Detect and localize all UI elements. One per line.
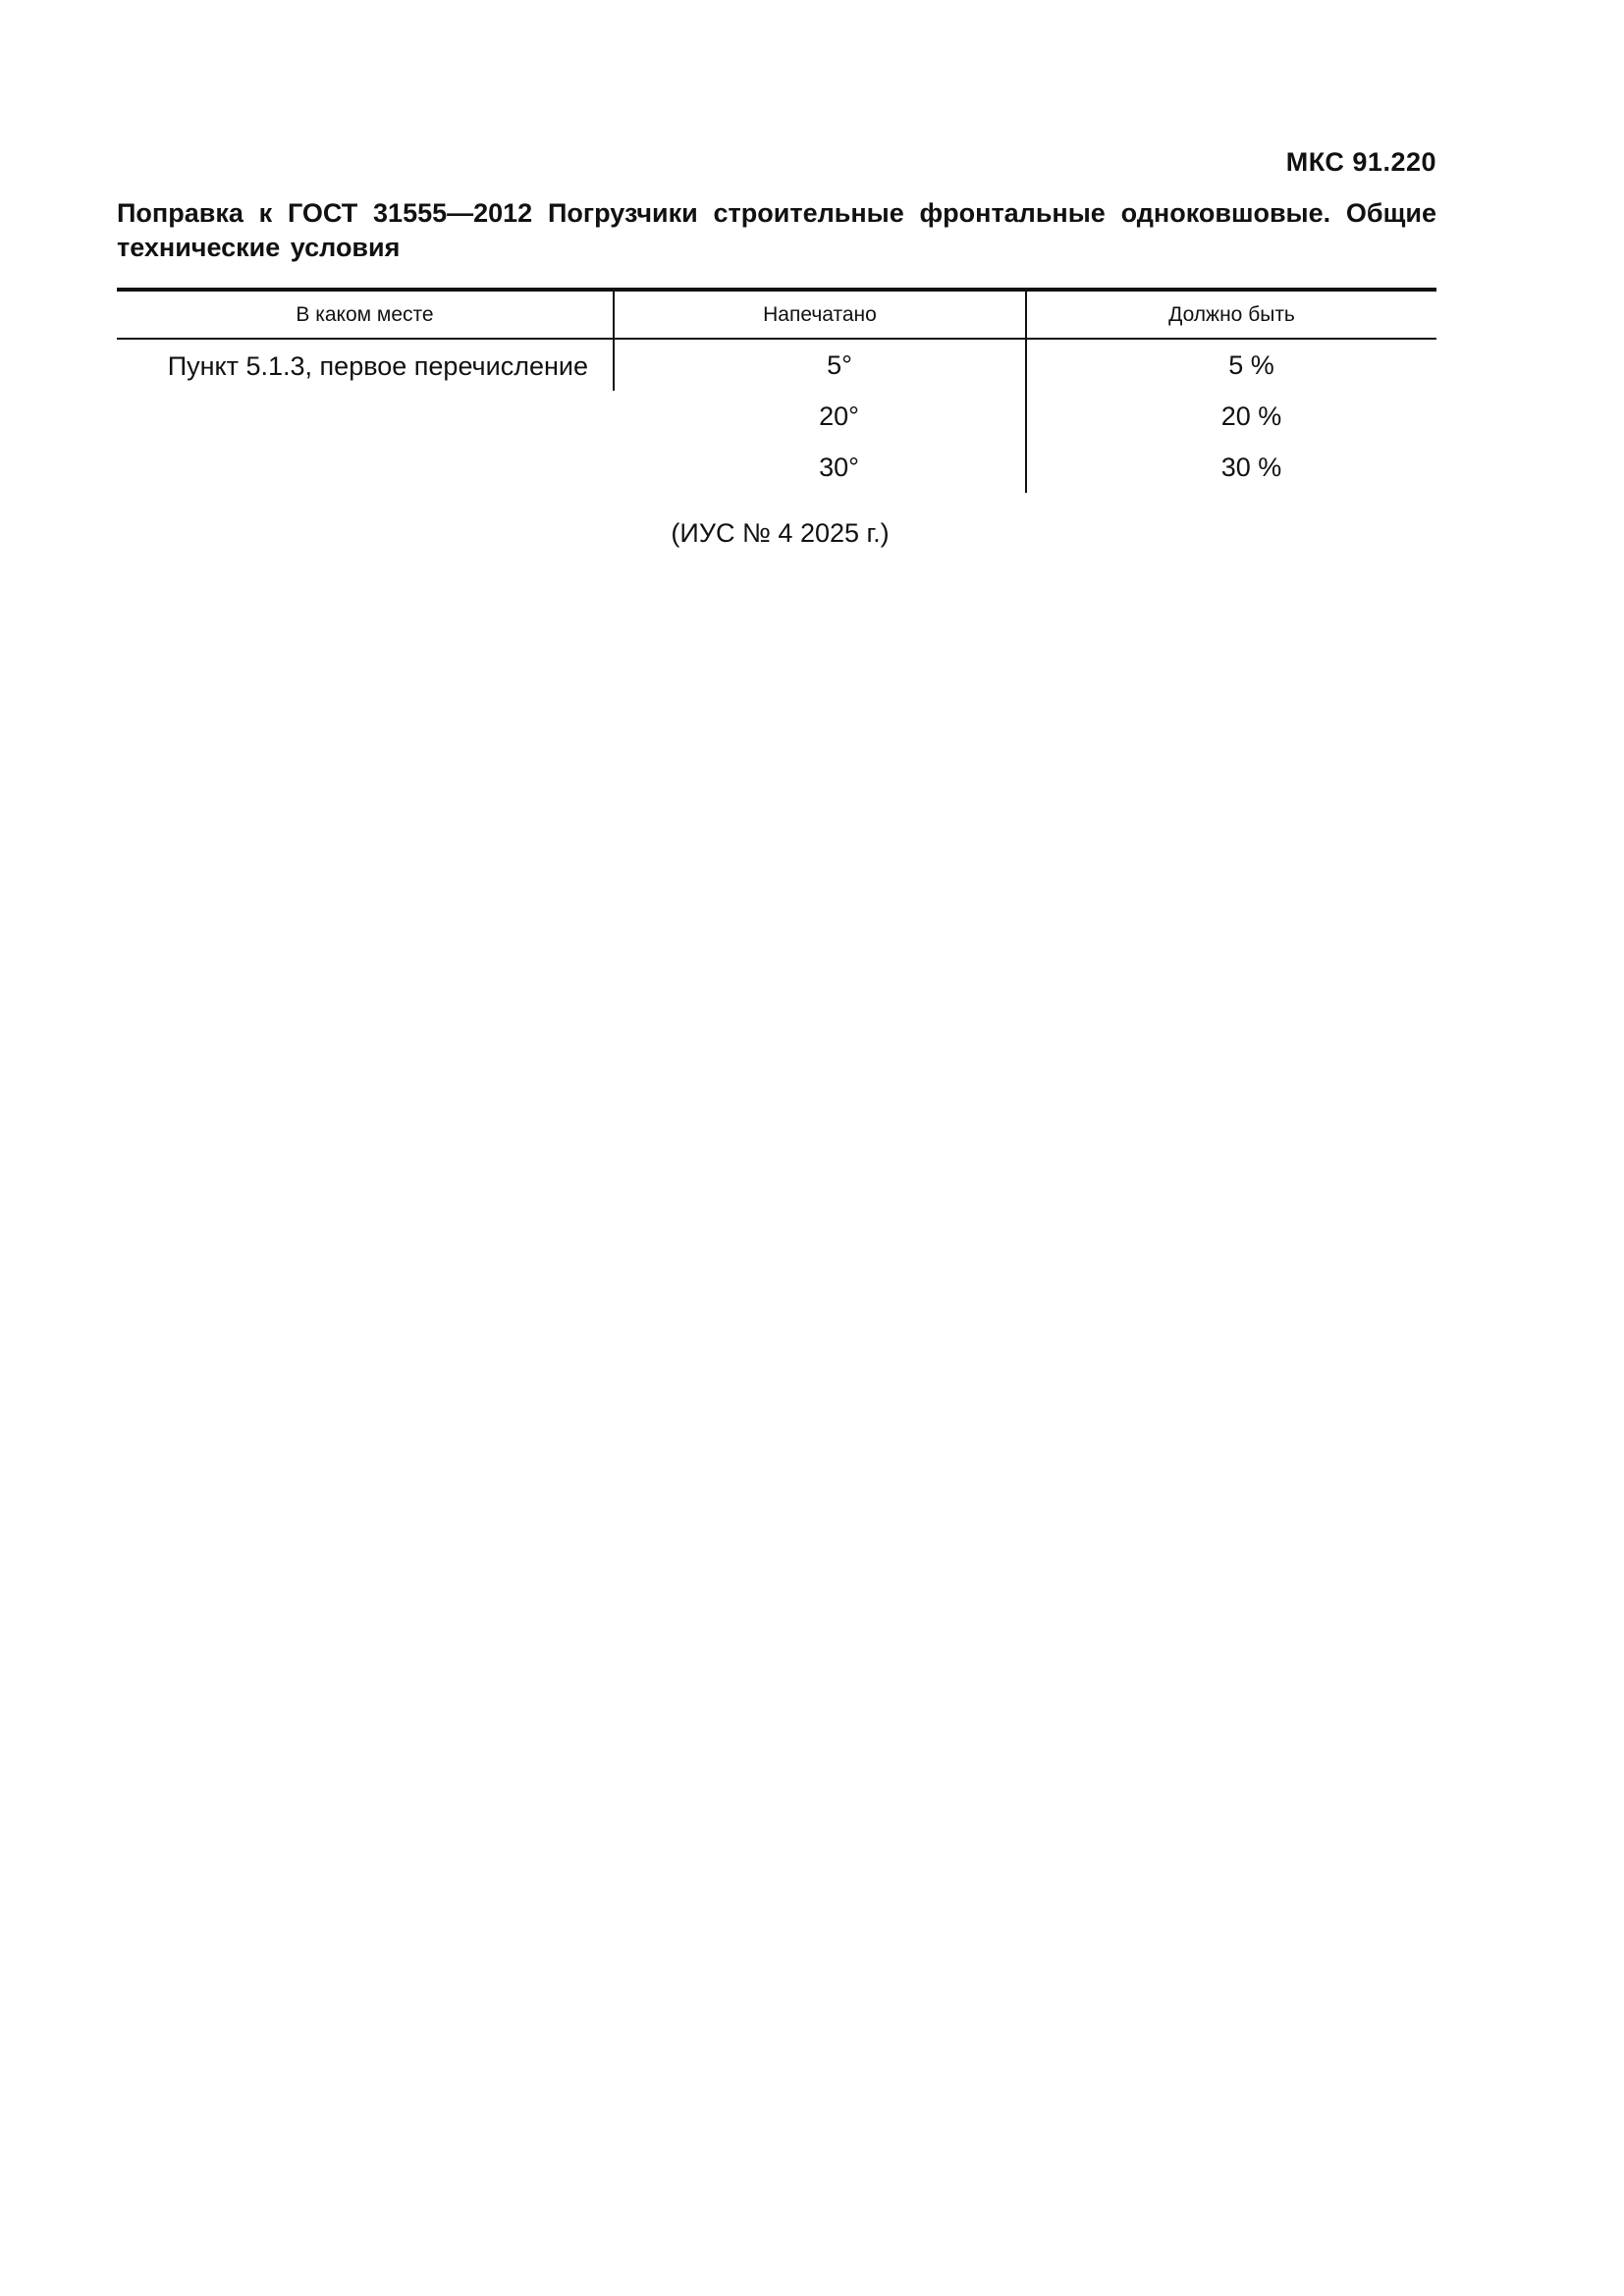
correct-value: 20 % [1220,400,1282,431]
printed-value: 5° [827,349,852,380]
mks-code: МКС 91.220 [1285,147,1436,177]
column-header-correct: Должно быть [1026,290,1436,339]
printed-value: 30° [819,452,859,482]
table-row [117,339,1436,391]
printed-cell [614,391,1026,442]
printed-value: 20° [819,400,859,431]
printed-cell [614,339,1026,391]
correct-value: 5 % [1228,349,1274,380]
correct-cell [1026,391,1436,442]
ius-reference: (ИУС № 4 2025 г.) [671,518,890,548]
column-header-printed: Напечатано [614,290,1026,339]
table-header-row [117,290,1436,339]
location-cell: Пункт 5.1.3, первое перечисление [167,351,588,381]
amendment-table [117,288,1436,493]
correct-value: 30 % [1220,452,1282,482]
correct-cell [1026,442,1436,493]
correct-cell [1026,339,1436,391]
column-header-location: В каком месте [117,290,614,339]
printed-cell [614,442,1026,493]
amendment-title: Поправка к ГОСТ 31555—2012 Погрузчики строительные фронтальные одноковшовые. Общие технические условия [117,198,1436,262]
